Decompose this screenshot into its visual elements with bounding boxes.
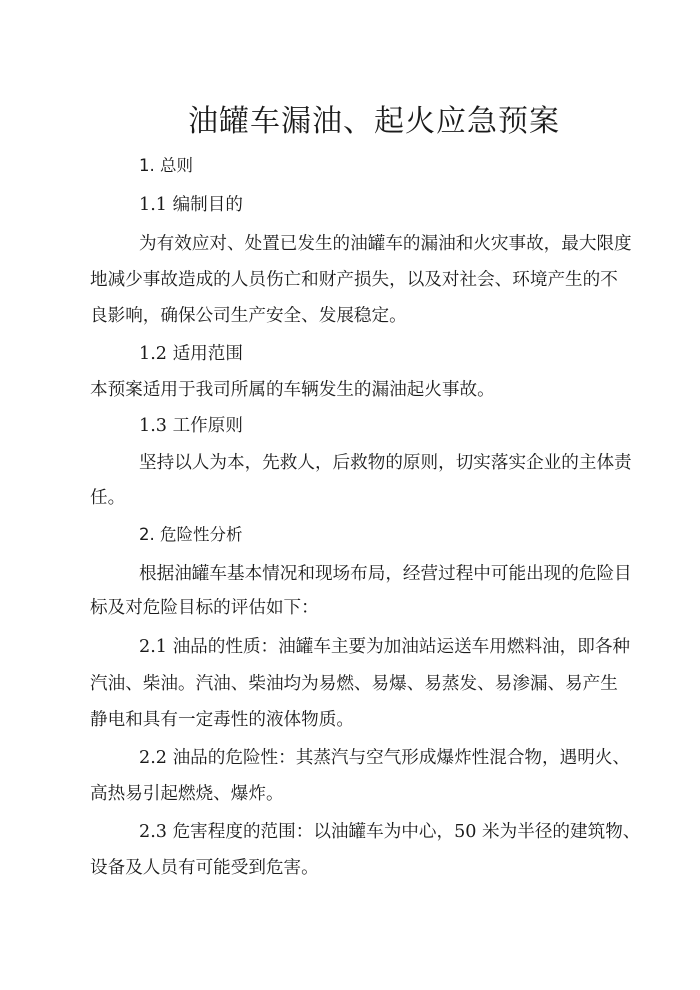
paragraph-line: 2.1 油品的性质：油罐车主要为加油站运送车用燃料油，即各种 bbox=[139, 637, 631, 657]
paragraph-line: 任。 bbox=[90, 488, 126, 508]
paragraph-line: 标及对危险目标的评估如下： bbox=[90, 598, 319, 618]
paragraph-line: 坚持以人为本，先救人，后救物的原则，切实落实企业的主体责 bbox=[139, 453, 632, 473]
paragraph-line: 高热易引起燃烧、爆炸。 bbox=[90, 784, 284, 804]
section-heading-hazard-analysis: 2. 危险性分析 bbox=[139, 525, 243, 544]
paragraph-line: 根据油罐车基本情况和现场布局，经营过程中可能出现的危险目 bbox=[139, 564, 632, 584]
paragraph-line: 设备及人员有可能受到危害。 bbox=[90, 858, 319, 878]
paragraph-line: 地减少事故造成的人员伤亡和财产损失，以及对社会、环境产生的不 bbox=[90, 270, 618, 290]
section-heading-general: 1. 总则 bbox=[139, 156, 193, 175]
paragraph-line: 静电和具有一定毒性的液体物质。 bbox=[90, 710, 354, 730]
paragraph-line: 良影响，确保公司生产安全、发展稳定。 bbox=[90, 306, 407, 326]
subsection-heading-principle: 1.3 工作原则 bbox=[139, 416, 243, 436]
paragraph-line: 汽油、柴油。汽油、柴油均为易燃、易爆、易蒸发、易渗漏、易产生 bbox=[90, 674, 618, 694]
paragraph-line: 本预案适用于我司所属的车辆发生的漏油起火事故。 bbox=[90, 380, 495, 400]
paragraph-line: 2.2 油品的危险性：其蒸汽与空气形成爆炸性混合物，遇明火、 bbox=[139, 748, 631, 768]
paragraph-line: 为有效应对、处置已发生的油罐车的漏油和火灾事故，最大限度 bbox=[139, 234, 632, 254]
document-title: 油罐车漏油、起火应急预案 bbox=[188, 104, 560, 139]
subsection-heading-purpose: 1.1 编制目的 bbox=[139, 195, 243, 215]
subsection-heading-scope: 1.2 适用范围 bbox=[139, 344, 243, 364]
paragraph-line: 2.3 危害程度的范围：以油罐车为中心，50 米为半径的建筑物、 bbox=[139, 822, 641, 842]
